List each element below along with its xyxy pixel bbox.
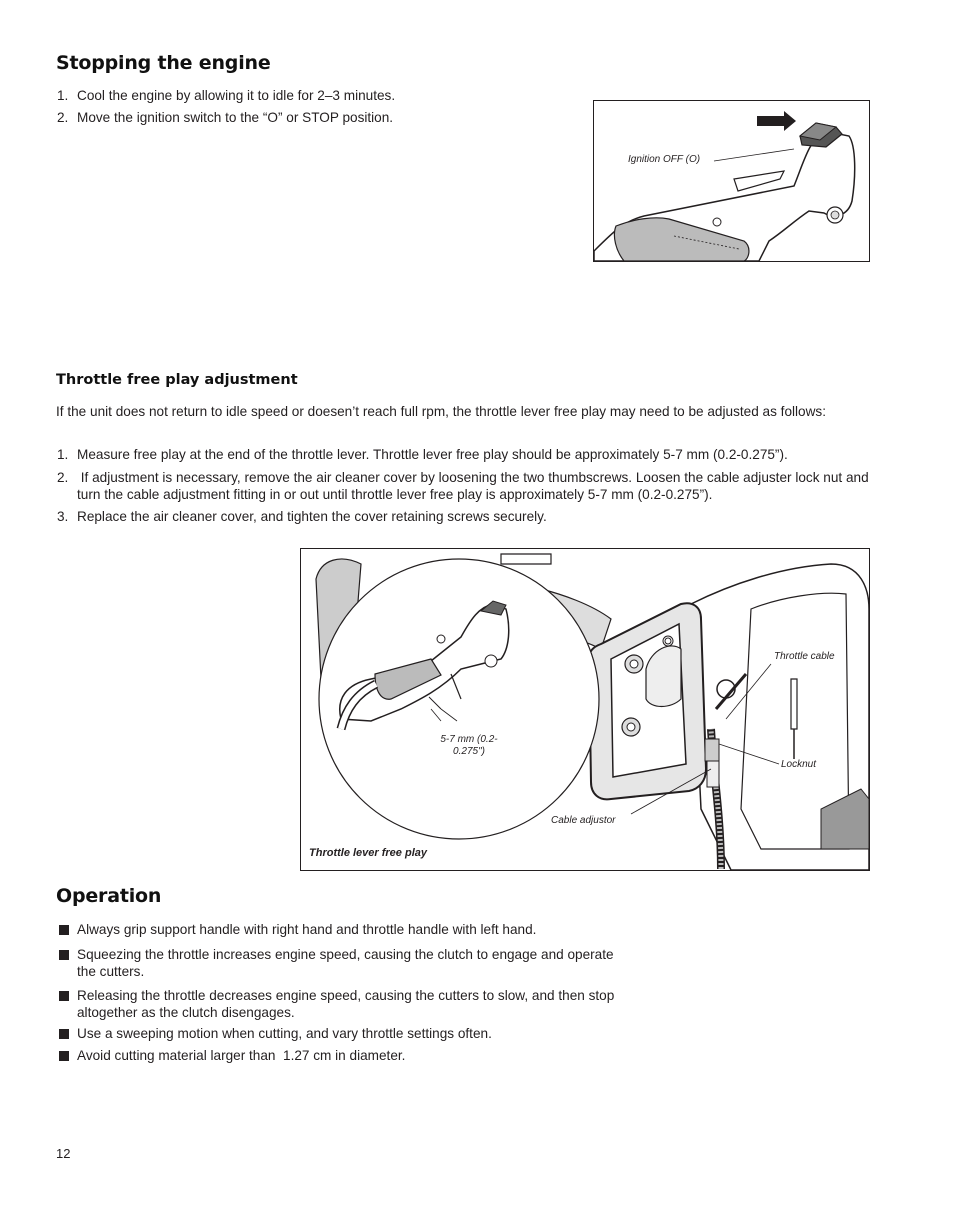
page-number: 12 xyxy=(56,1146,71,1161)
bullet-square-icon xyxy=(59,1029,69,1039)
step-text: If adjustment is necessary, remove the air cleaner cover by loosening the two thumbscrews. Loosen the cable adjuster lock nut and turn the cable adjustment fitting in or out until throttle lever free play is approximately 5-7 mm (0.2-0.275”). xyxy=(77,470,873,502)
cable-adjustor-label: Cable adjustor xyxy=(551,815,616,826)
section-title-operation: Operation xyxy=(56,885,162,907)
operation-bullet-text: Use a sweeping motion when cutting, and vary throttle settings often. xyxy=(77,1026,492,1041)
free-play-measure-label: 5-7 mm (0.2-0.275") xyxy=(440,734,498,757)
step-number: 2. xyxy=(57,470,69,485)
ignition-off-label: Ignition OFF (O) xyxy=(628,154,701,165)
section-title-throttle: Throttle free play adjustment xyxy=(56,372,298,388)
step-text: Measure free play at the end of the throttle lever. Throttle lever free play should be approximately 5-7 mm (0.2-0.275”). xyxy=(77,447,788,462)
operation-bullet-text: Avoid cutting material larger than 1.27 cm in diameter. xyxy=(77,1048,406,1063)
figure-caption: Throttle lever free play xyxy=(309,847,427,859)
bullet-square-icon xyxy=(59,1051,69,1061)
throttle-intro: If the unit does not return to idle speed or doesen’t reach full rpm, the throttle lever free play may need to be adjusted as follows: xyxy=(56,404,826,419)
locknut-label: Locknut xyxy=(781,759,817,770)
operation-bullet-text: Always grip support handle with right hand and throttle handle with left hand. xyxy=(77,922,537,937)
step-number: 1. xyxy=(57,447,69,462)
throttle-cable-label: Throttle cable xyxy=(774,651,835,662)
bullet-square-icon xyxy=(59,925,69,935)
step-text: Replace the air cleaner cover, and tighten the cover retaining screws securely. xyxy=(77,509,547,524)
step-number: 3. xyxy=(57,509,69,524)
step-number: 1. xyxy=(57,88,69,103)
step-number: 2. xyxy=(57,110,69,125)
step-text: Move the ignition switch to the “O” or STOP position. xyxy=(77,110,394,125)
throttle-figure xyxy=(300,548,870,871)
ignition-figure xyxy=(593,100,870,262)
section-title-stopping: Stopping the engine xyxy=(56,52,271,74)
ignition-handle-illustration xyxy=(594,101,869,261)
operation-bullet-text: Releasing the throttle decreases engine speed, causing the cutters to slow, and then stop altogether as the clutch disengages. xyxy=(77,988,615,1020)
step-text: Cool the engine by allowing it to idle for 2–3 minutes. xyxy=(77,88,396,103)
operation-bullet-text: Squeezing the throttle increases engine speed, causing the clutch to engage and operate the cutters. xyxy=(77,947,614,979)
bullet-square-icon xyxy=(59,991,69,1001)
bullet-square-icon xyxy=(59,950,69,960)
